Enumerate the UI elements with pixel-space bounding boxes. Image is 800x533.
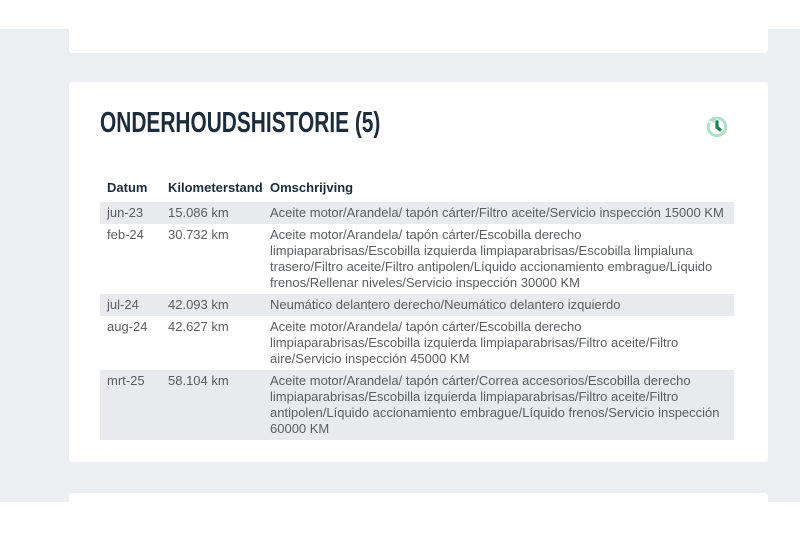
table-row [100, 224, 734, 294]
cell-omschrijving: Aceite motor/Arandela/ tapón cárter/Escobilla derecho limpiaparabrisas/Escobilla izquierda limpiaparabrisas/Escobilla limpialuna trasero/Filtro aceite/Filtro antipolen/Líquido accionamiento embrague/Líquido frenos/Rellenar niveles/Servicio inspección 30000 KM [270, 227, 713, 290]
next-section-card-edge [69, 493, 768, 533]
cell-omschrijving: Aceite motor/Arandela/ tapón cárter/Escobilla derecho limpiaparabrisas/Escobilla izquierda limpiaparabrisas/Filtro aceite/Filtro aire/Servicio inspección 45000 KM [270, 319, 679, 366]
cell-omschrijving: Aceite motor/Arandela/ tapón cárter/Filtro aceite/Servicio inspección 15000 KM [263, 202, 734, 224]
table-header-row [100, 178, 734, 202]
cell-datum: jul-24 [100, 294, 161, 316]
maintenance-history-card [69, 82, 768, 462]
history-icon[interactable] [703, 112, 731, 140]
page-title: ONDERHOUDSHISTORIE (5) [100, 107, 381, 139]
column-header-omschrijving: Omschrijving [270, 180, 354, 195]
cell-datum: feb-24 [107, 227, 144, 242]
cell-datum: jun-23 [100, 202, 161, 224]
cell-omschrijving: Neumático delantero derecho/Neumático delantero izquierdo [263, 294, 734, 316]
service-history-table [100, 178, 734, 440]
service-history-table-body [100, 202, 734, 440]
table-row [100, 294, 734, 316]
cell-kilometerstand: 58.104 km [161, 370, 263, 440]
previous-section-card-edge [69, 0, 768, 53]
cell-datum: mrt-25 [100, 370, 161, 440]
column-header-kilometerstand: Kilometerstand [168, 180, 263, 195]
cell-kilometerstand: 15.086 km [161, 202, 263, 224]
cell-kilometerstand: 42.627 km [168, 319, 229, 334]
table-row [100, 370, 734, 440]
column-header-datum: Datum [107, 180, 148, 195]
table-row [100, 202, 734, 224]
history-icon-svg [703, 112, 731, 140]
cell-kilometerstand: 42.093 km [161, 294, 263, 316]
cell-kilometerstand: 30.732 km [168, 227, 229, 242]
cell-datum: aug-24 [107, 319, 148, 334]
table-row [100, 316, 734, 370]
cell-omschrijving: Aceite motor/Arandela/ tapón cárter/Correa accesorios/Escobilla derecho limpiaparabrisas/Escobilla izquierda limpiaparabrisas/Filtro aceite/Filtro antipolen/Líquido accionamiento embrague/Líquido frenos/Servicio inspección 60000 KM [263, 370, 734, 440]
